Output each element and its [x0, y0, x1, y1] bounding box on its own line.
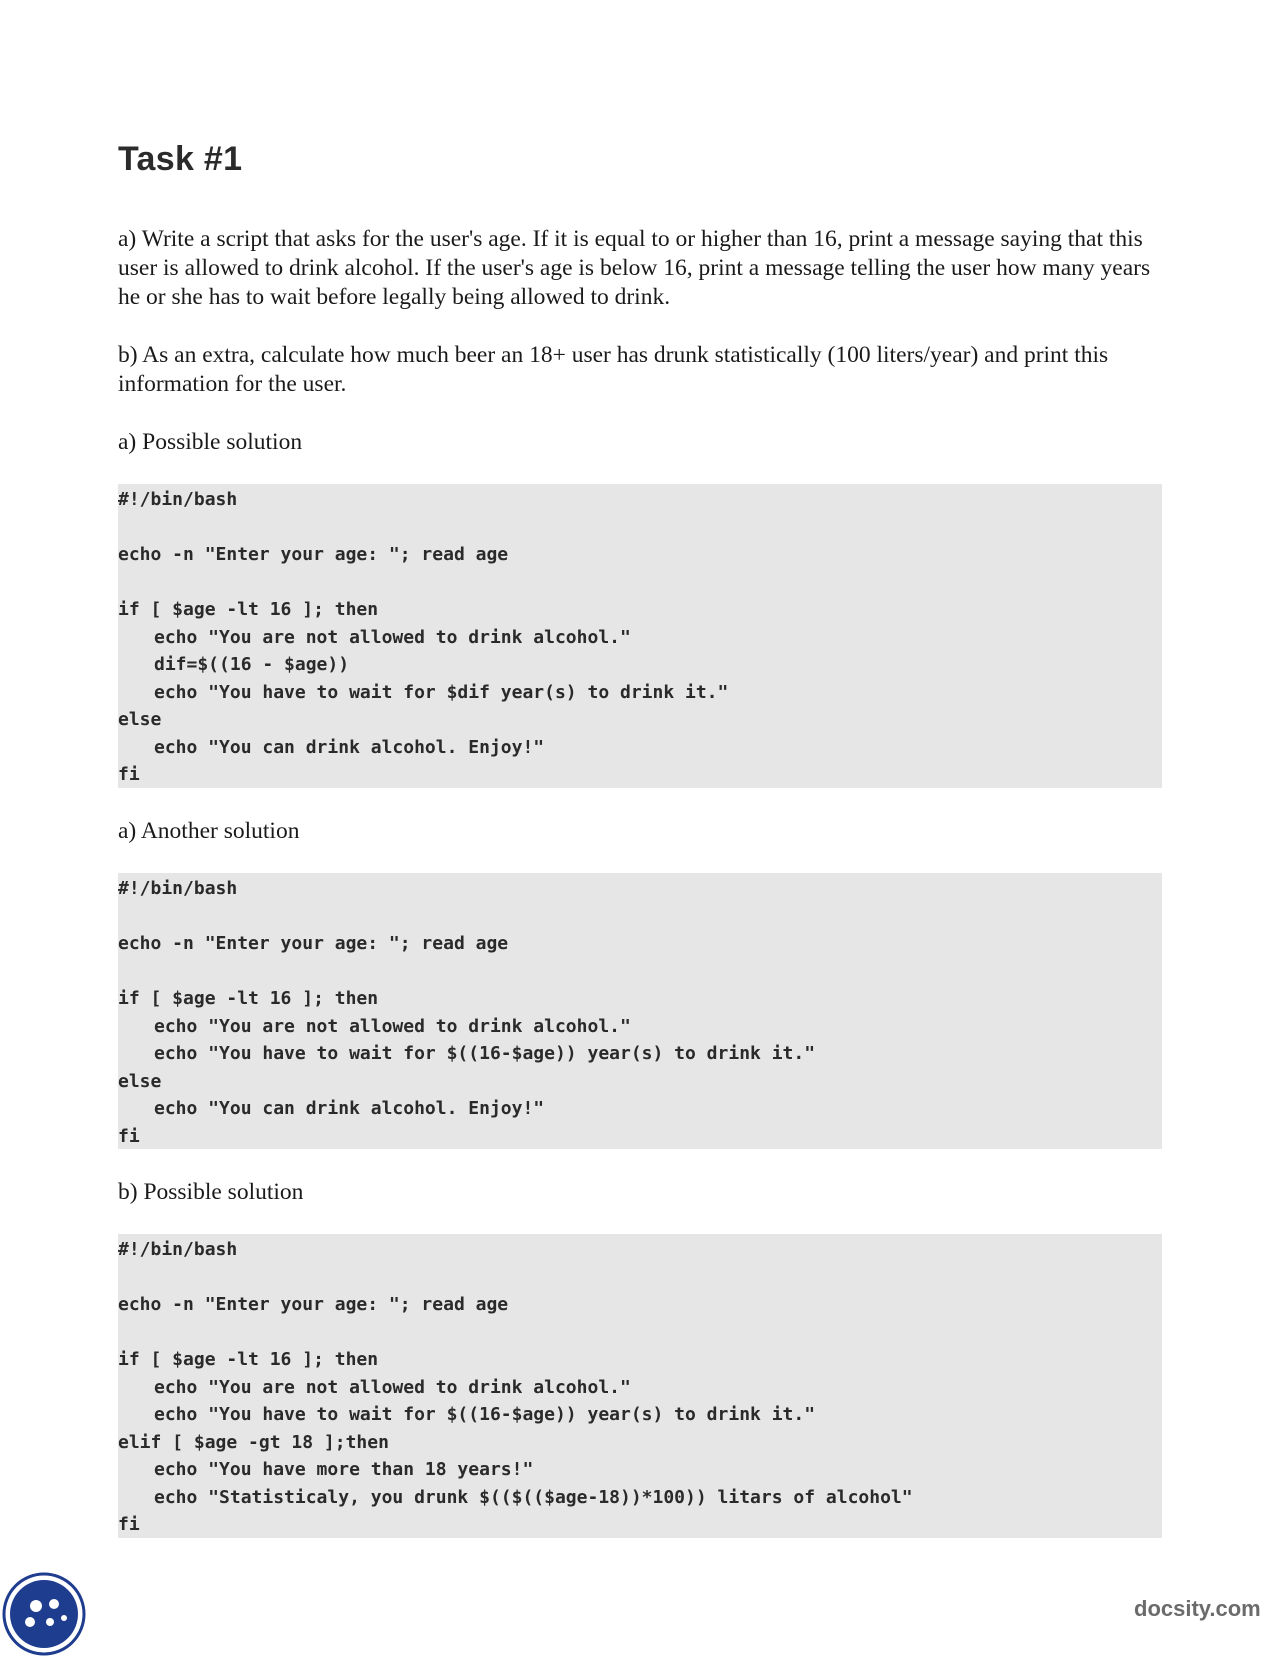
code-line: [118, 514, 1162, 542]
code-line: echo "You have to wait for $((16-$age)) year(s) to drink it.": [154, 1404, 816, 1425]
code-line: echo "You are not allowed to drink alcohol.": [154, 626, 631, 648]
solution-label-b-possible: b) Possible solution: [118, 1179, 304, 1205]
page-title: Task #1: [118, 140, 243, 178]
task-paragraph-a: a) Write a script that asks for the user's age. If it is equal to or higher than 16, print a message saying that this user is allowed to drink alcohol. If the user's age is below 16, print a message telling the user how many years he or she has to wait before legally being allowed to drink.: [118, 226, 1151, 310]
code-line: fi: [118, 1514, 140, 1535]
solution-label-a-another: a) Another solution: [118, 818, 300, 844]
task-paragraph-b: b) As an extra, calculate how much beer an 18+ user has drunk statistically (100 liters/year) and print this information for the user.: [118, 342, 1109, 397]
code-line: fi: [118, 1125, 140, 1147]
code-line: echo "You can drink alcohol. Enjoy!": [154, 736, 545, 758]
code-line: else: [118, 709, 162, 730]
code-line: if [ $age -lt 16 ]; then: [118, 599, 379, 620]
code-line: echo -n "Enter your age: "; read age: [118, 933, 509, 954]
solution-label-a-possible: a) Possible solution: [118, 429, 303, 455]
code-line: echo "You have more than 18 years!": [154, 1459, 534, 1480]
code-line: #!/bin/bash: [118, 1239, 238, 1260]
docsity-brand-text: docsity.com: [1134, 1596, 1261, 1621]
code-line: fi: [118, 764, 140, 785]
code-line: echo "You can drink alcohol. Enjoy!": [154, 1098, 545, 1119]
code-line: [118, 958, 1162, 986]
code-line: dif=$((16 - $age)): [154, 654, 350, 675]
code-line: if [ $age -lt 16 ]; then: [118, 1349, 379, 1370]
code-line: echo -n "Enter your age: "; read age: [118, 1294, 509, 1315]
code-line: [118, 903, 1162, 931]
code-line: if [ $age -lt 16 ]; then: [118, 988, 379, 1009]
code-line: echo "You are not allowed to drink alcohol.": [154, 1015, 631, 1037]
code-line: echo "Statisticaly, you drunk $(($(($age-18))*100)) litars of alcohol": [154, 1486, 913, 1508]
code-line: #!/bin/bash: [118, 878, 238, 899]
code-line: echo -n "Enter your age: "; read age: [118, 544, 509, 565]
code-block-3: [118, 1234, 1162, 1538]
code-line: echo "You have to wait for $((16-$age)) year(s) to drink it.": [154, 1043, 816, 1064]
code-line: #!/bin/bash: [118, 489, 238, 510]
code-line: else: [118, 1070, 162, 1092]
code-line: echo "You have to wait for $dif year(s) to drink it.": [154, 681, 729, 703]
code-block-2: [118, 873, 1162, 1149]
code-block-1: [118, 484, 1162, 788]
code-line: elif [ $age -gt 18 ];then: [118, 1431, 389, 1453]
code-line: [118, 1264, 1162, 1292]
docsity-logo-icon: [2, 1572, 86, 1656]
code-line: echo "You are not allowed to drink alcohol.": [154, 1376, 631, 1398]
code-line: [118, 569, 1162, 597]
code-line: [118, 1319, 1162, 1347]
